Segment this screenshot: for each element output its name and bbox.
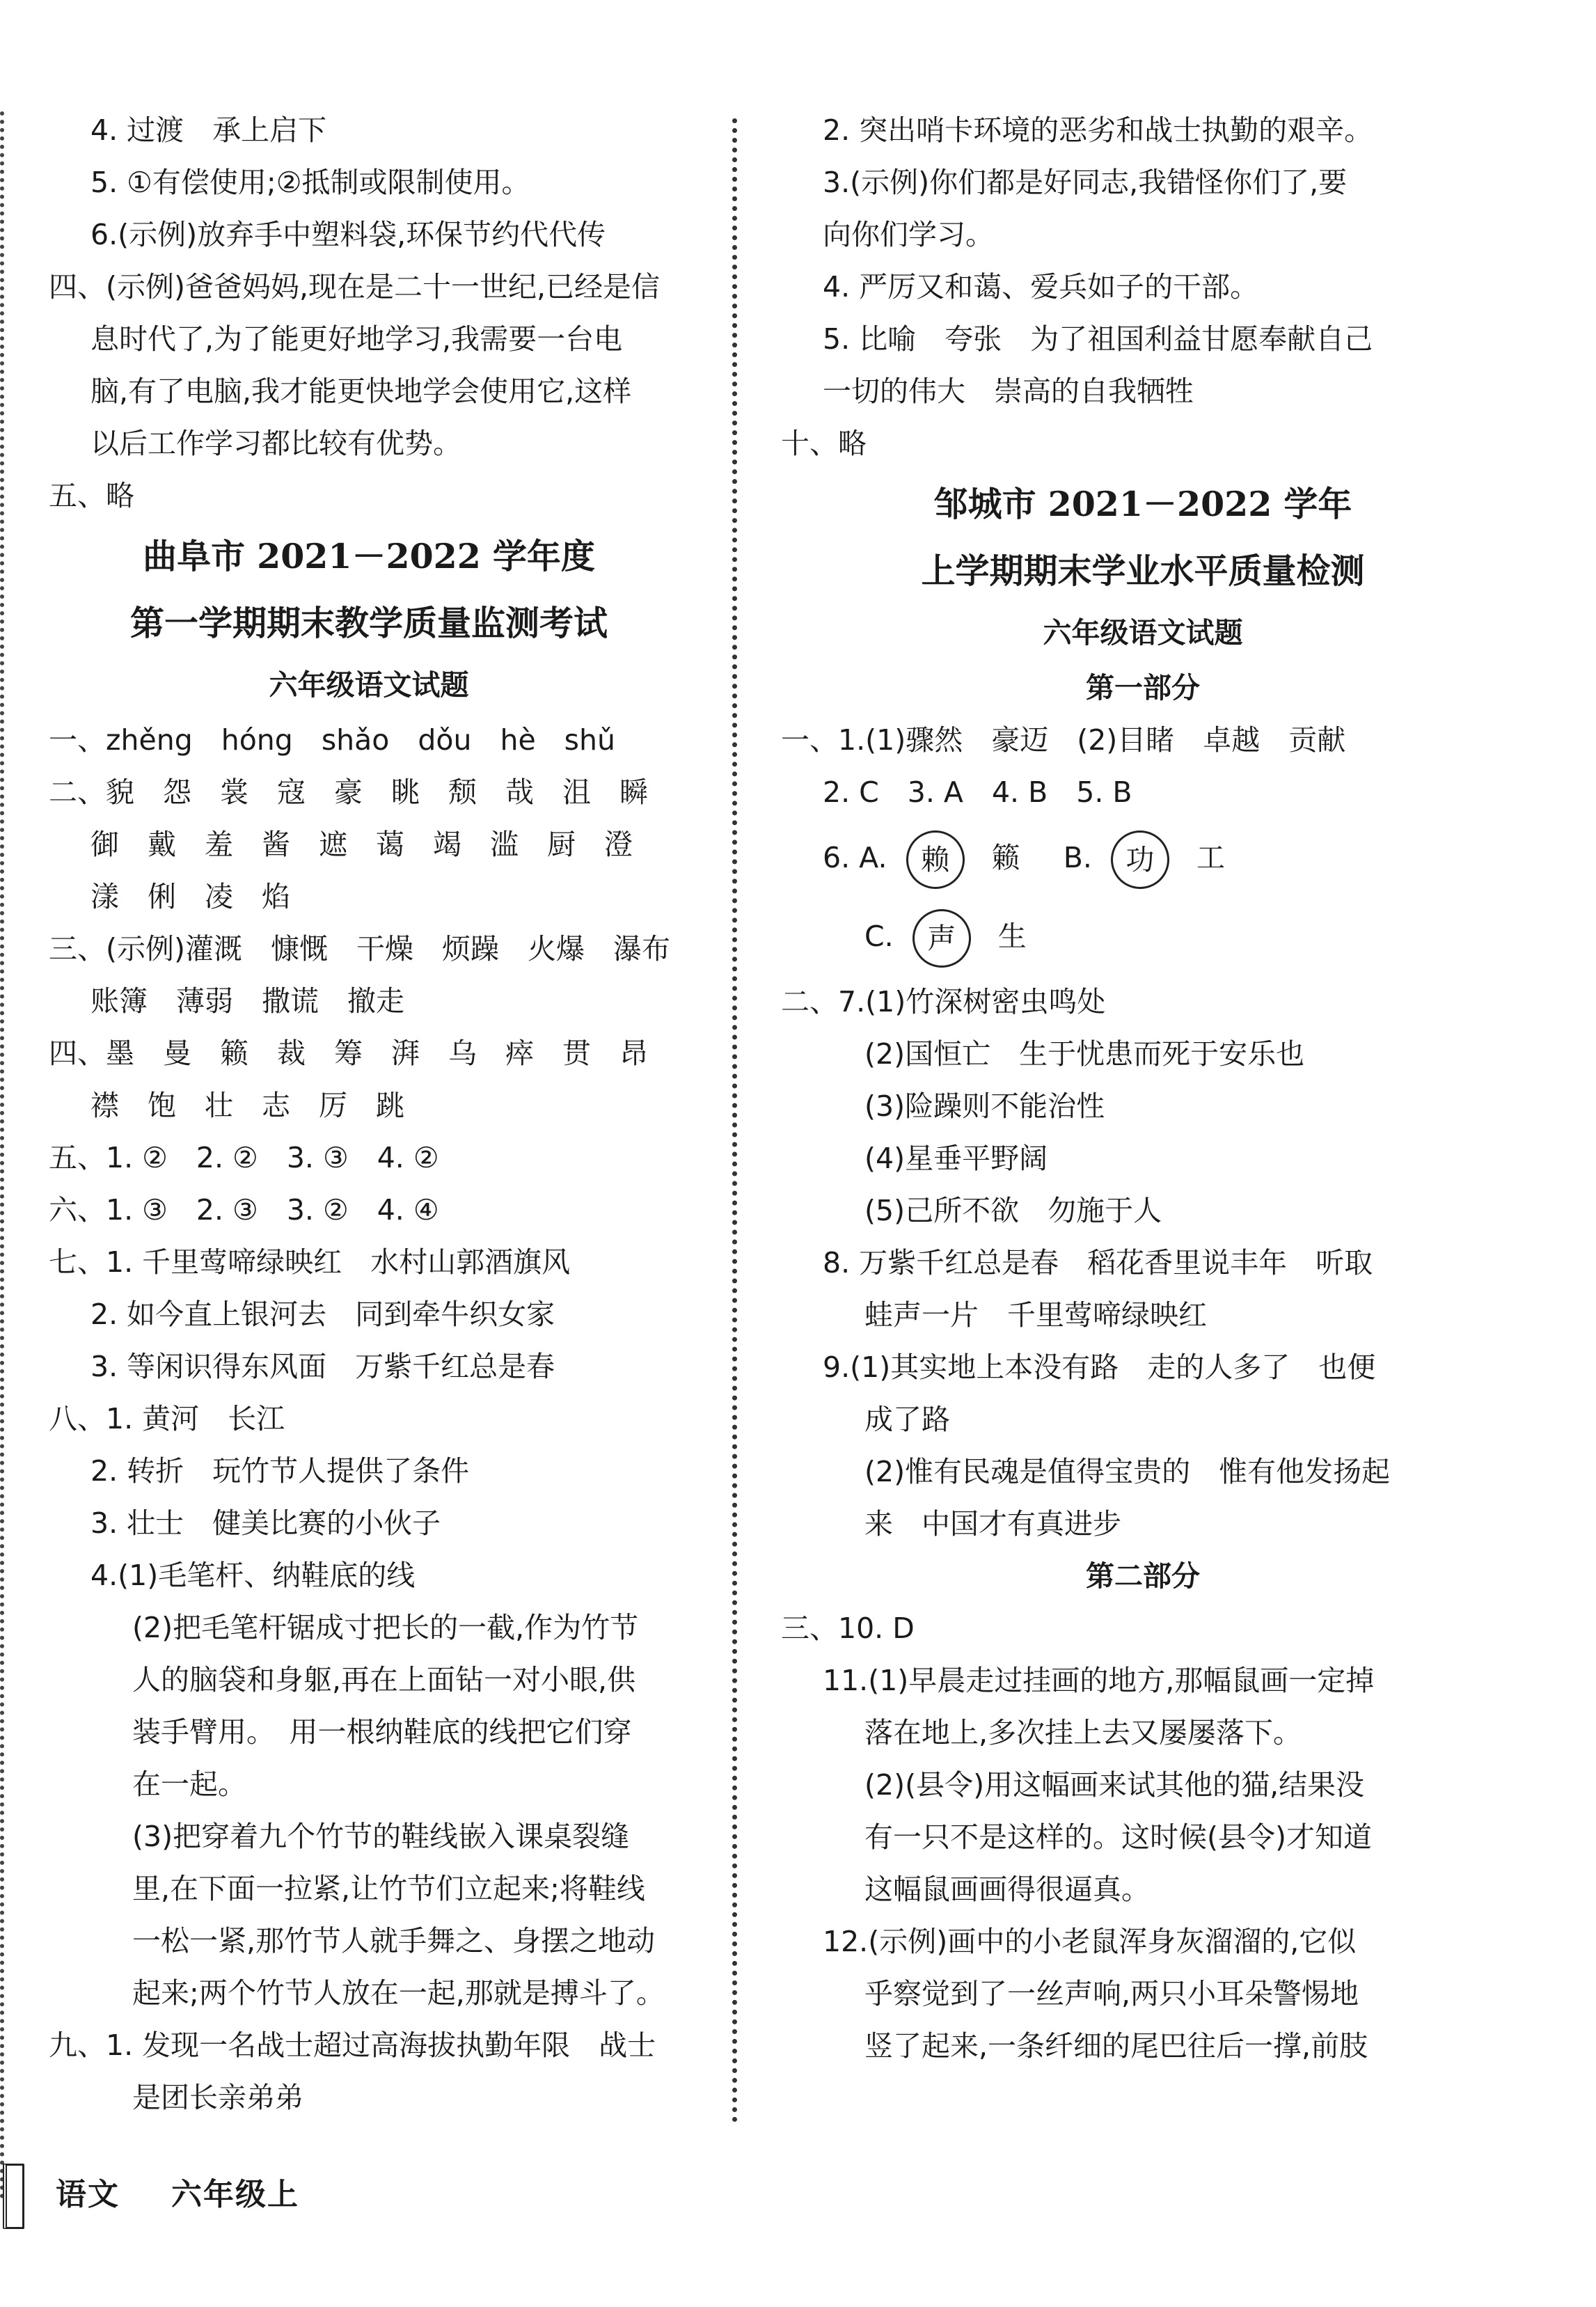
plain-char: 生	[997, 920, 1027, 953]
exam-title: 曲阜市 2021－2022 学年度	[143, 536, 595, 576]
section-heading: 第一部分	[1086, 671, 1200, 704]
answer-line: 御 戴 羞 酱 遮 蔼 竭 滥 厨 澄	[90, 828, 633, 861]
exam-title: 上学期期末学业水平质量检测	[921, 551, 1365, 591]
answer-line: 襟 饱 壮 志 厉 跳	[90, 1089, 404, 1122]
answer-line: 二、貌 怨 裳 寇 豪 眺 颓 哉 沮 瞬	[49, 775, 648, 809]
answer-line: 12.(示例)画中的小老鼠浑身灰溜溜的,它似	[823, 1925, 1357, 1958]
column-divider	[732, 118, 737, 2123]
answer-line: 五、略	[49, 479, 134, 512]
answer-line: 2. 突出哨卡环境的恶劣和战士执勤的艰辛。	[823, 113, 1373, 147]
answer-line: 是团长亲弟弟	[132, 2081, 303, 2114]
answer-line: 一、1.(1)骤然 豪迈 (2)目睹 卓越 贡献	[781, 723, 1346, 757]
answer-line: 漾 俐 凌 焰	[90, 880, 290, 913]
answer-line: (5)己所不欲 勿施于人	[864, 1194, 1162, 1227]
answer-line: (4)星垂平野阔	[864, 1142, 1048, 1175]
answer-line: 三、10. D	[781, 1612, 915, 1645]
answer-line: 这幅鼠画画得很逼真。	[864, 1873, 1150, 1906]
answer-line: 以后工作学习都比较有优势。	[90, 427, 461, 460]
answer-line: 九、1. 发现一名战士超过高海拔执勤年限 战士	[49, 2029, 656, 2062]
circled-char: 功	[1111, 830, 1169, 889]
circled-char: 赖	[906, 830, 965, 889]
binding-dots	[0, 111, 4, 2200]
answer-line: 落在地上,多次挂上去又屡屡落下。	[864, 1716, 1302, 1749]
answer-line: (2)惟有民魂是值得宝贵的 惟有他发扬起	[864, 1455, 1391, 1488]
answer-line: 脑,有了电脑,我才能更快地学会使用它,这样	[90, 375, 632, 408]
answer-line: 4.(1)毛笔杆、纳鞋底的线	[90, 1559, 416, 1592]
answer-line: 二、7.(1)竹深树密虫鸣处	[781, 985, 1106, 1018]
right-column	[781, 104, 1505, 2072]
footer-grade: 六年级上	[171, 2177, 299, 2212]
exam-subtitle: 六年级语文试题	[269, 668, 469, 702]
answer-line: 五、1. ② 2. ② 3. ③ 4. ②	[49, 1141, 439, 1174]
answer-line: 装手臂用。 用一根纳鞋底的线把它们穿	[132, 1715, 632, 1749]
page-footer	[0, 2157, 418, 2233]
answer-line: 里,在下面一拉紧,让竹节们立起来;将鞋线	[132, 1872, 645, 1905]
footer-subject: 语文	[56, 2177, 120, 2212]
q6-c-label: C.	[864, 920, 894, 953]
answer-line: 3. 等闲识得东风面 万紫千红总是春	[90, 1350, 555, 1383]
answer-line: 七、1. 千里莺啼绿映红 水村山郭酒旗风	[49, 1245, 571, 1279]
answer-line: 蛙声一片 千里莺啼绿映红	[864, 1298, 1207, 1332]
answer-line: 2. 转折 玩竹节人提供了条件	[90, 1454, 470, 1488]
answer-line: (2)国恒亡 生于忧患而死于安乐也	[864, 1037, 1305, 1071]
answer-line: 息时代了,为了能更好地学习,我需要一台电	[90, 322, 623, 356]
answer-line: 十、略	[781, 427, 867, 460]
section-heading: 第二部分	[1086, 1559, 1200, 1593]
answer-line: (3)把穿着九个竹节的鞋线嵌入课桌裂缝	[132, 1820, 630, 1853]
answer-line: 一、zhěng hóng shǎo dǒu hè shǔ	[49, 723, 616, 757]
answer-line: 5. 比喻 夸张 为了祖国利益甘愿奉献自己	[823, 322, 1373, 356]
answer-line: 来 中国才有真进步	[864, 1507, 1121, 1541]
answer-line-q6c	[781, 897, 1505, 976]
answer-line: 9.(1)其实地上本没有路 走的人多了 也便	[823, 1351, 1376, 1384]
answer-line: 一松一紧,那竹节人就手舞之、身摆之地动	[132, 1924, 656, 1958]
answer-line: 四、墨 曼 籁 裁 筹 湃 乌 瘁 贯 昂	[49, 1037, 648, 1070]
answer-line: 2. 如今直上银河去 同到牵牛织女家	[90, 1298, 555, 1331]
answer-line: 向你们学习。	[823, 218, 994, 251]
answer-line: (2)(县令)用这幅画来试其他的猫,结果没	[864, 1768, 1365, 1802]
answer-line: (3)险躁则不能治性	[864, 1089, 1105, 1123]
answer-line: 竖了起来,一条纤细的尾巴往后一撑,前肢	[864, 2029, 1368, 2063]
q6-b-label: B.	[1063, 841, 1092, 874]
answer-line: 3.(示例)你们都是好同志,我错怪你们了,要	[823, 166, 1348, 199]
answer-line: 有一只不是这样的。这时候(县令)才知道	[864, 1820, 1372, 1854]
answer-line-q6ab	[781, 819, 1505, 897]
answer-line: 4. 过渡 承上启下	[90, 113, 327, 147]
q6-label: 6. A.	[823, 841, 887, 874]
book-icon	[3, 2164, 24, 2229]
answer-line: 8. 万紫千红总是春 稻花香里说丰年 听取	[823, 1246, 1373, 1280]
answer-line: 4. 严厉又和蔼、爱兵如子的干部。	[823, 270, 1259, 304]
answer-line: 乎察觉到了一丝声响,两只小耳朵警惕地	[864, 1977, 1359, 2010]
answer-line: 人的脑袋和身躯,再在上面钻一对小眼,供	[132, 1663, 636, 1696]
plain-char: 籁	[991, 841, 1020, 874]
answer-line: 5. ①有偿使用;②抵制或限制使用。	[90, 166, 530, 199]
answer-line: 起来;两个竹节人放在一起,那就是搏斗了。	[132, 1976, 665, 2010]
answer-line: 四、(示例)爸爸妈妈,现在是二十一世纪,已经是信	[49, 270, 661, 304]
exam-title: 邹城市 2021－2022 学年	[933, 484, 1352, 524]
answer-line: 3. 壮士 健美比赛的小伙子	[90, 1506, 441, 1540]
answer-line: 成了路	[864, 1403, 950, 1436]
answer-line: 一切的伟大 崇高的自我牺牲	[823, 375, 1194, 408]
circled-char: 声	[912, 909, 971, 968]
left-column	[49, 104, 689, 2124]
answer-line: 账簿 薄弱 撒谎 撤走	[90, 984, 404, 1018]
exam-subtitle: 六年级语文试题	[1043, 616, 1243, 649]
exam-title: 第一学期期末教学质量监测考试	[129, 603, 608, 643]
answer-line: 八、1. 黄河 长江	[49, 1402, 285, 1435]
answer-line: 六、1. ③ 2. ③ 3. ② 4. ④	[49, 1193, 439, 1227]
answer-line: 6.(示例)放弃手中塑料袋,环保节约代代传	[90, 218, 606, 251]
plain-char: 工	[1196, 841, 1225, 874]
answer-line: 2. C 3. A 4. B 5. B	[823, 775, 1132, 809]
answer-line: 11.(1)早晨走过挂画的地方,那幅鼠画一定掉	[823, 1664, 1375, 1697]
answer-line: 三、(示例)灌溉 慷慨 干燥 烦躁 火爆 瀑布	[49, 932, 670, 966]
answer-line: (2)把毛笔杆锯成寸把长的一截,作为竹节	[132, 1611, 639, 1644]
answer-line: 在一起。	[132, 1767, 246, 1801]
